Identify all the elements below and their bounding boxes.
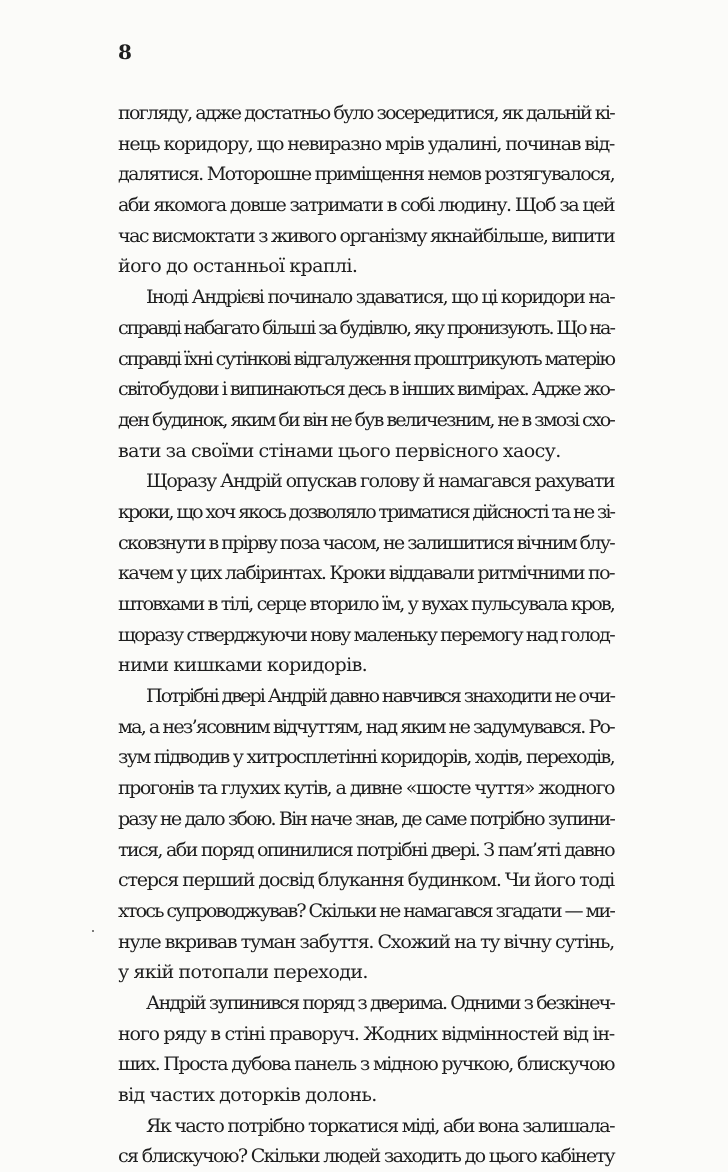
text-line: час висмоктати з живого організму якнайбільше, випити — [118, 223, 615, 247]
text-line: світобудови і випинаються десь в інших вимірах. Адже жо- — [118, 377, 614, 401]
text-line: від частих доторків долонь. — [118, 1083, 377, 1106]
text-line: качем у цих лабіринтах. Кроки віддавали ритмічними по- — [118, 561, 614, 585]
text-line: у якій потопали переходи. — [118, 960, 368, 984]
text-line: стерся перший досвід блукання будинком. Чи його тоді — [118, 868, 614, 892]
text-line: ного ряду в стіні праворуч. Жодних відмінностей від ін- — [118, 1021, 614, 1045]
text-line: Іноді Андрієві починало здаватися, що ці коридори на- — [146, 285, 614, 309]
text-line: хтось супроводжував? Скільки не намагався згадати — ми- — [118, 898, 614, 922]
text-line: Потрібні двері Андрій давно навчився знаходити не очи- — [146, 684, 614, 708]
text-line: тися, аби поряд опинилися потрібні двері. З пам’яті давно — [118, 837, 614, 861]
text-line: ших. Проста дубова панель з мідною ручкою, блискучою — [118, 1052, 614, 1076]
text-line: сковзнути в прірву поза часом, не залишитися вічним блу- — [118, 530, 614, 554]
text-line: ними кишками коридорів. — [118, 653, 368, 677]
text-line: Щоразу Андрій опускав голову й намагався рахувати — [146, 469, 614, 493]
text-line: ся блискучою? Скільки людей заходить до цього кабінету — [118, 1144, 614, 1168]
text-line: вати за своїми стінами цього первісного хаосу. — [118, 438, 561, 462]
text-line: штовхами в тілі, серце вторило їм, у вухах пульсувала кров, — [118, 592, 614, 615]
text-line: зум підводив у хитросплетінні коридорів, ходів, переходів, — [118, 745, 614, 769]
body-text — [118, 98, 614, 1172]
text-line: далятися. Моторошне приміщення немов розтягувалося, — [118, 162, 614, 186]
print-speck — [92, 930, 94, 932]
text-line: разу не дало збою. Він наче знав, де саме потрібно зупини- — [118, 806, 614, 830]
text-line: його до останньої краплі. — [118, 254, 358, 278]
page-number: 8 — [118, 40, 132, 64]
text-line: щоразу стверджуючи нову маленьку перемогу над голод- — [118, 622, 615, 646]
text-line: справді їхні сутінкові відгалуження проштрикують матерію — [118, 346, 614, 370]
text-line: справді набагато більші за будівлю, яку пронизують. Що на- — [118, 315, 614, 339]
text-line: Андрій зупинився поряд з дверима. Одними з безкінеч- — [146, 990, 614, 1014]
text-line: нець коридору, що невиразно мрів удалині, починав від- — [118, 131, 614, 155]
text-line: ден будинок, яким би він не був величезним, не в змозі схо- — [118, 407, 614, 431]
text-line: нуле вкривав туман забуття. Схожий на ту вічну сутінь, — [118, 929, 614, 953]
text-line: прогонів та глухих кутів, а дивне «шосте чуття» жодного — [118, 776, 614, 800]
text-line: погляду, адже достатньо було зосередитися, як дальній кі- — [118, 101, 614, 124]
text-line: ма, а нез’ясовним відчуттям, над яким не задумувався. Ро- — [118, 714, 614, 738]
text-line: Як часто потрібно торкатися міді, аби вона залишала- — [146, 1113, 614, 1137]
text-line: аби якомога довше затримати в собі людину. Щоб за цей — [118, 193, 614, 217]
text-line: кроки, що хоч якось дозволяло триматися дійсності та не зі- — [118, 499, 614, 523]
